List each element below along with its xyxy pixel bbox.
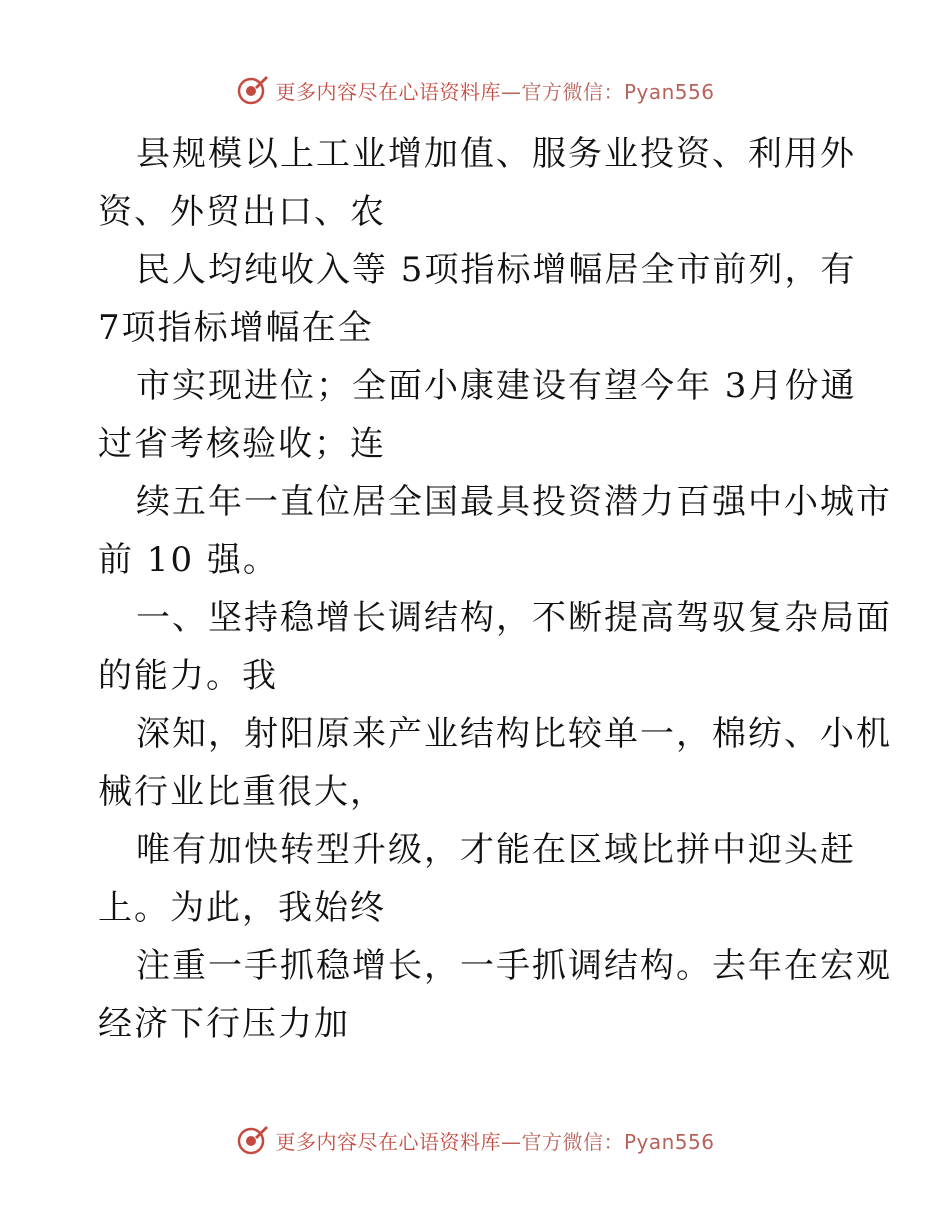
text-line: 前 10 强。 (98, 540, 279, 580)
header-watermark (0, 70, 950, 110)
text-line: 的能力。我 (98, 656, 278, 696)
text-line: 一、坚持稳增长调结构，不断提高驾驭复杂局面 (136, 598, 892, 638)
text-line: 上。为此，我始终 (98, 888, 386, 928)
text-line: 市实现进位；全面小康建设有望今年 3月份通 (136, 366, 857, 406)
watermark-text: 更多内容尽在心语资料库—官方微信：Pyan556 (275, 79, 715, 104)
footer-watermark (0, 1120, 950, 1160)
pen-logo-icon (235, 1123, 269, 1157)
text-line: 深知，射阳原来产业结构比较单一，棉纺、小机 (136, 714, 892, 754)
text-line: 注重一手抓稳增长，一手抓调结构。去年在宏观 (136, 946, 892, 986)
watermark-text: 更多内容尽在心语资料库—官方微信：Pyan556 (275, 1129, 715, 1154)
text-line: 经济下行压力加 (98, 1004, 350, 1044)
pen-logo-icon (235, 73, 269, 107)
text-line: 民人均纯收入等 5项指标增幅居全市前列，有 (136, 250, 857, 290)
text-line: 械行业比重很大， (98, 772, 386, 812)
document-body (98, 125, 892, 1053)
text-line: 7项指标增幅在全 (98, 308, 374, 348)
text-line: 续五年一直位居全国最具投资潜力百强中小城市 (136, 482, 892, 522)
text-line: 县规模以上工业增加值、服务业投资、利用外 (136, 134, 856, 174)
text-line: 唯有加快转型升级，才能在区域比拼中迎头赶 (136, 830, 856, 870)
text-line: 过省考核验收；连 (98, 424, 386, 464)
text-line: 资、外贸出口、农 (98, 192, 386, 232)
